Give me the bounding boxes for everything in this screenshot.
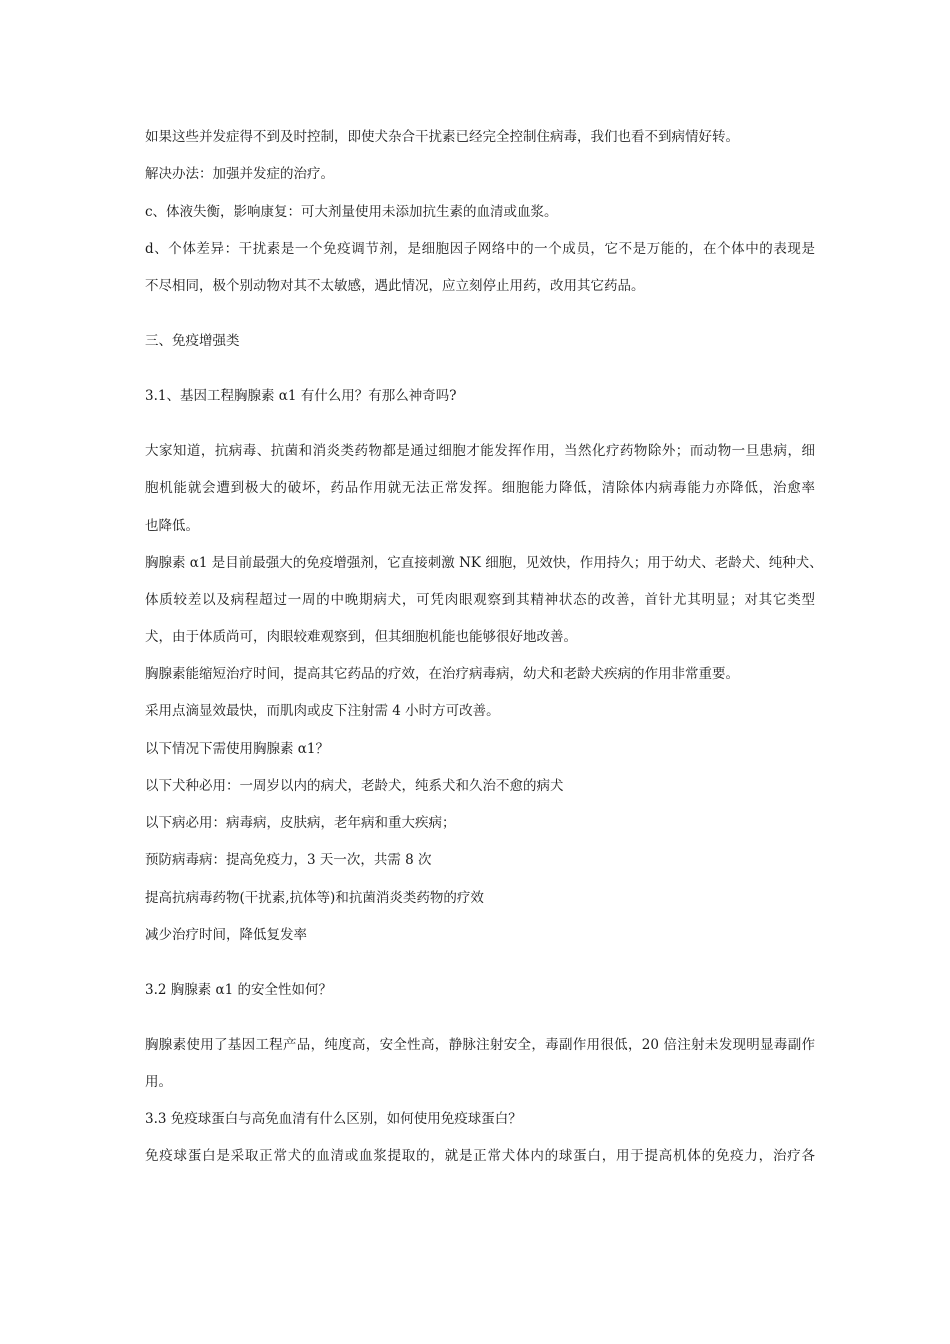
paragraph-line: 胸腺素使用了基因工程产品，纯度高，安全性高，静脉注射安全，毒副作用很低，20 倍注射未发现明显毒副作 <box>145 1037 815 1053</box>
paragraph-line: c、体液失衡，影响康复：可大剂量使用未添加抗生素的血清或血浆。 <box>145 204 558 220</box>
paragraph-line: 犬，由于体质尚可，肉眼较难观察到，但其细胞机能也能够很好地改善。 <box>145 629 577 645</box>
question-heading: 3.2 胸腺素 α1 的安全性如何？ <box>145 982 333 998</box>
section-heading: 三、免疫增强类 <box>145 333 240 349</box>
paragraph-line: 不尽相同，极个别动物对其不太敏感，遇此情况，应立刻停止用药，改用其它药品。 <box>145 278 645 294</box>
paragraph-line: 也降低。 <box>145 518 199 534</box>
paragraph-line: 解决办法：加强并发症的治疗。 <box>145 166 334 182</box>
paragraph-line: 采用点滴显效最快，而肌肉或皮下注射需 4 小时方可改善。 <box>145 703 500 719</box>
paragraph-line: d、个体差异：干扰素是一个免疫调节剂，是细胞因子网络中的一个成员，它不是万能的，在个体中的表现是 <box>145 241 815 257</box>
paragraph-line: 大家知道，抗病毒、抗菌和消炎类药物都是通过细胞才能发挥作用，当然化疗药物除外；而动物一旦患病，细 <box>145 443 815 459</box>
paragraph-line: 胸腺素 α1 是目前最强大的免疫增强剂，它直接刺激 NK 细胞，见效快，作用持久；用于幼犬、老龄犬、纯种犬、 <box>145 555 823 571</box>
paragraph-line: 以下病必用：病毒病，皮肤病，老年病和重大疾病； <box>145 815 456 831</box>
question-heading: 3.3 免疫球蛋白与高免血清有什么区别，如何使用免疫球蛋白？ <box>145 1111 522 1127</box>
paragraph-line: 胞机能就会遭到极大的破坏，药品作用就无法正常发挥。细胞能力降低，清除体内病毒能力亦降低，治愈率 <box>145 480 815 496</box>
paragraph-line: 减少治疗时间，降低复发率 <box>145 927 307 943</box>
paragraph-line: 免疫球蛋白是采取正常犬的血清或血浆提取的，就是正常犬体内的球蛋白，用于提高机体的免疫力，治疗各 <box>145 1148 815 1164</box>
paragraph-line: 提高抗病毒药物(干扰素,抗体等)和抗菌消炎类药物的疗效 <box>145 890 484 906</box>
paragraph-line: 体质较差以及病程超过一周的中晚期病犬，可凭肉眼观察到其精神状态的改善，首针尤其明显；对其它类型 <box>145 592 815 608</box>
paragraph-line: 用。 <box>145 1074 172 1090</box>
paragraph-line: 以下情况下需使用胸腺素 α1？ <box>145 741 329 757</box>
paragraph-line: 预防病毒病：提高免疫力，3 天一次，共需 8 次 <box>145 852 432 868</box>
question-heading: 3.1、基因工程胸腺素 α1 有什么用？有那么神奇吗? <box>145 388 457 404</box>
paragraph-line: 如果这些并发症得不到及时控制，即使犬杂合干扰素已经完全控制住病毒，我们也看不到病情好转。 <box>145 129 739 145</box>
paragraph-line: 胸腺素能缩短治疗时间，提高其它药品的疗效，在治疗病毒病，幼犬和老龄犬疾病的作用非常重要。 <box>145 666 739 682</box>
paragraph-line: 以下犬种必用：一周岁以内的病犬，老龄犬，纯系犬和久治不愈的病犬 <box>145 778 564 794</box>
